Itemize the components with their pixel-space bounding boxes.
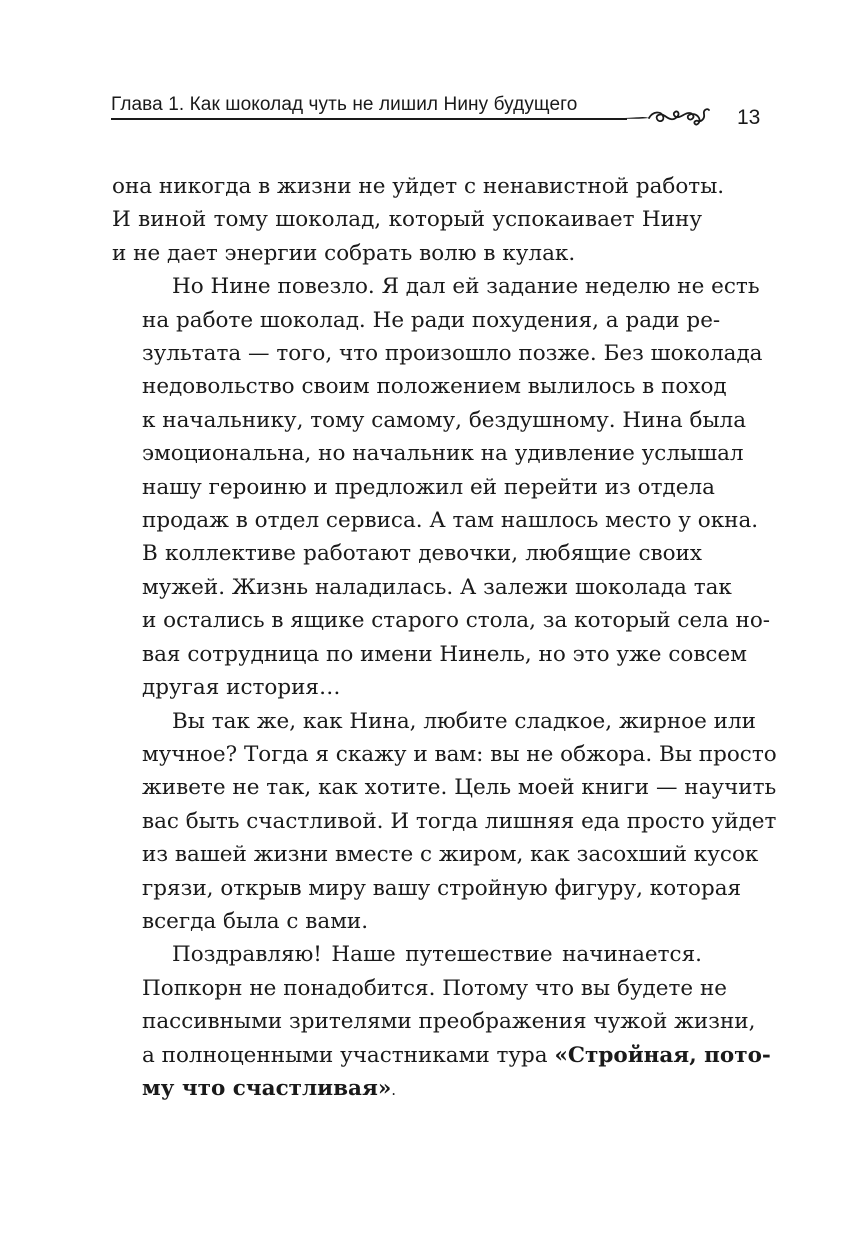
text-line: В коллективе работают девочки, любящие своих (142, 541, 702, 567)
paragraph (112, 170, 725, 270)
book-title-bold: «Стройная, пото- (554, 1042, 771, 1068)
chapter-title: Глава 1. Как шоколад чуть не лишил Нину будущего (111, 94, 578, 115)
text-line: грязи, открыв миру вашу стройную фигуру, которая (142, 875, 742, 901)
page-number: 13 (737, 106, 761, 129)
text-line: она никогда в жизни не уйдет с ненавистной работы. (112, 174, 725, 199)
text-line: живете не так, как хотите. Цель моей книги — научить (142, 775, 777, 801)
text-line: Поздравляю! Наше путешествие начинается. (172, 942, 702, 968)
paragraph (112, 938, 771, 1107)
text-line (112, 1072, 702, 1107)
paragraph (112, 270, 771, 704)
text-line: зультата — того, что произошло позже. Без шоколада (142, 341, 763, 367)
end-punctuation: . (391, 1080, 397, 1099)
text-fragment: а полноценными участниками тура (142, 1042, 555, 1068)
text-line: мучное? Тогда я скажу и вам: вы не обжора. Вы просто (142, 741, 777, 767)
text-line: к начальнику, тому самому, бездушному. Нина была (142, 407, 747, 433)
text-line: другая история… (142, 675, 341, 701)
text-line: вас быть счастливой. И тогда лишняя еда просто уйдет (142, 808, 777, 834)
text-line: недовольство своим положением вылилось в поход (142, 374, 727, 400)
book-title-bold: му что счастливая» (142, 1075, 392, 1101)
text-line: эмоциональна, но начальник на удивление услышал (142, 441, 744, 467)
text-line-with-bold-tail (112, 1039, 771, 1072)
text-line: и не дает энергии собрать волю в кулак. (112, 240, 576, 266)
text-line: и остались в ящике старого стола, за который села но- (142, 608, 771, 634)
text-line: продаж в отдел сервиса. А там нашлось место у окна. (142, 508, 759, 534)
text-line: Но Нине повезло. Я дал ей задание неделю не есть (172, 274, 760, 300)
header-rule (111, 118, 627, 120)
text-line: вая сотрудница по имени Нинель, но это уже совсем (142, 641, 747, 667)
flourish-ornament-icon (625, 104, 711, 130)
text-line: из вашей жизни вместе с жиром, как засохший кусок (142, 842, 759, 868)
text-line: всегда была с вами. (142, 908, 369, 934)
running-header (111, 94, 731, 134)
text-line: Попкорн не понадобится. Потому что вы будете не (142, 975, 728, 1001)
text-line: Вы так же, как Нина, любите сладкое, жирное или (172, 708, 756, 734)
paragraph (112, 705, 777, 939)
text-line: нашу героиню и предложил ей перейти из отдела (142, 474, 715, 500)
text-line: И виной тому шоколад, который успокаивает Нину (112, 207, 702, 233)
body-text (112, 170, 777, 1107)
text-line: пассивными зрителями преображения чужой жизни, (142, 1009, 756, 1035)
text-line: на работе шоколад. Не ради похудения, а ради ре- (142, 307, 721, 333)
text-line: мужей. Жизнь наладилась. А залежи шоколада так (142, 574, 732, 600)
